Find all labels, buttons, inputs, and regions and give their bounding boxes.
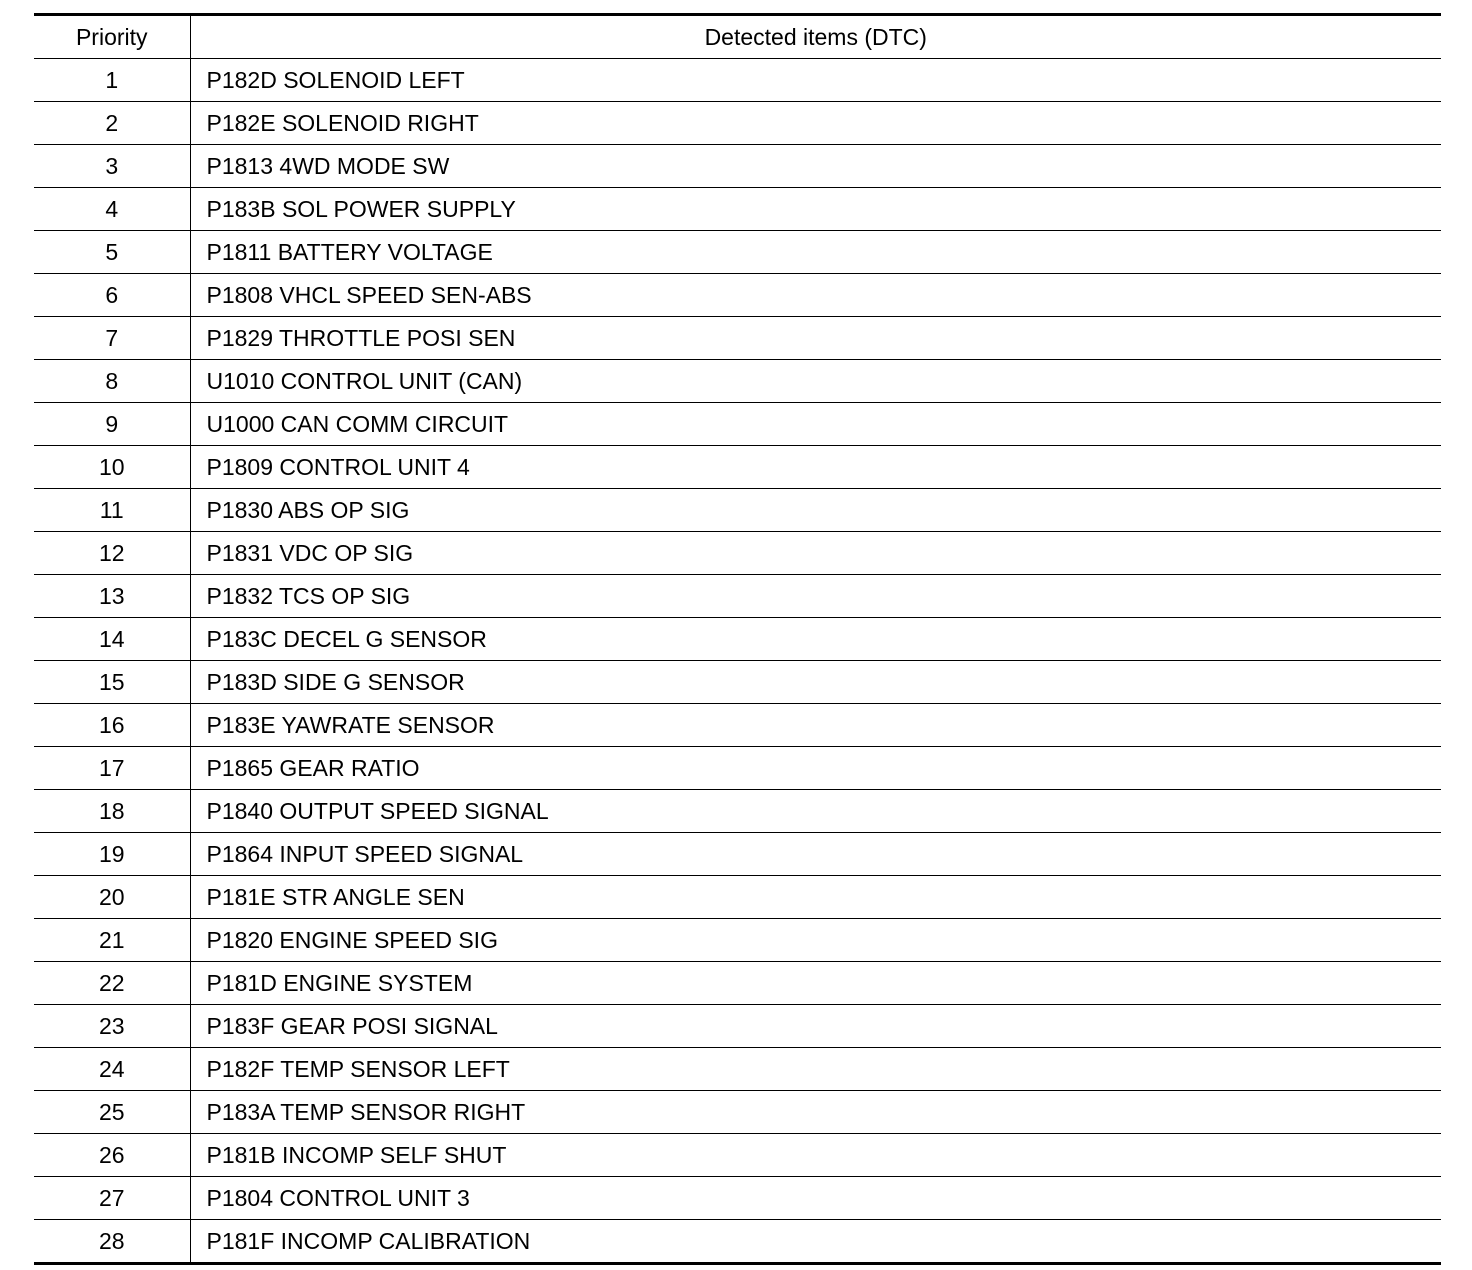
table-row — [34, 747, 1441, 790]
priority-cell: 8 — [34, 360, 190, 403]
detected-items-column-header: Detected items (DTC) — [190, 15, 1441, 59]
table-header — [34, 15, 1441, 59]
table-row — [34, 403, 1441, 446]
priority-cell: 4 — [34, 188, 190, 231]
priority-cell: 2 — [34, 102, 190, 145]
table-row — [34, 489, 1441, 532]
table-row — [34, 618, 1441, 661]
priority-cell: 9 — [34, 403, 190, 446]
table-row — [34, 1177, 1441, 1220]
priority-cell: 7 — [34, 317, 190, 360]
priority-cell: 11 — [34, 489, 190, 532]
table-row — [34, 145, 1441, 188]
dtc-item-cell: P1829 THROTTLE POSI SEN — [190, 317, 1441, 360]
dtc-item-cell: P181B INCOMP SELF SHUT — [190, 1134, 1441, 1177]
priority-column-header: Priority — [34, 15, 190, 59]
dtc-priority-table — [34, 13, 1441, 1265]
table-row — [34, 1091, 1441, 1134]
dtc-item-cell: P1865 GEAR RATIO — [190, 747, 1441, 790]
table-row — [34, 1134, 1441, 1177]
priority-cell: 19 — [34, 833, 190, 876]
priority-cell: 3 — [34, 145, 190, 188]
header-row — [34, 15, 1441, 59]
table-row — [34, 1005, 1441, 1048]
table-row — [34, 532, 1441, 575]
dtc-item-cell: P181D ENGINE SYSTEM — [190, 962, 1441, 1005]
dtc-item-cell: P182D SOLENOID LEFT — [190, 59, 1441, 102]
priority-cell: 10 — [34, 446, 190, 489]
priority-cell: 20 — [34, 876, 190, 919]
dtc-item-cell: P183C DECEL G SENSOR — [190, 618, 1441, 661]
priority-cell: 27 — [34, 1177, 190, 1220]
table-row — [34, 317, 1441, 360]
table-row — [34, 274, 1441, 317]
table-row — [34, 575, 1441, 618]
priority-cell: 5 — [34, 231, 190, 274]
priority-cell: 14 — [34, 618, 190, 661]
dtc-item-cell: P1808 VHCL SPEED SEN-ABS — [190, 274, 1441, 317]
table-row — [34, 59, 1441, 102]
priority-cell: 15 — [34, 661, 190, 704]
table-row — [34, 790, 1441, 833]
dtc-item-cell: P1804 CONTROL UNIT 3 — [190, 1177, 1441, 1220]
dtc-item-cell: P182E SOLENOID RIGHT — [190, 102, 1441, 145]
table-row — [34, 1220, 1441, 1264]
table-body — [34, 59, 1441, 1264]
table-row — [34, 446, 1441, 489]
priority-cell: 12 — [34, 532, 190, 575]
priority-cell: 1 — [34, 59, 190, 102]
dtc-item-cell: P1809 CONTROL UNIT 4 — [190, 446, 1441, 489]
table-row — [34, 231, 1441, 274]
priority-cell: 25 — [34, 1091, 190, 1134]
dtc-item-cell: P1831 VDC OP SIG — [190, 532, 1441, 575]
table-row — [34, 876, 1441, 919]
table-row — [34, 919, 1441, 962]
table-row — [34, 1048, 1441, 1091]
priority-cell: 18 — [34, 790, 190, 833]
priority-cell: 23 — [34, 1005, 190, 1048]
dtc-item-cell: P181E STR ANGLE SEN — [190, 876, 1441, 919]
dtc-item-cell: P1830 ABS OP SIG — [190, 489, 1441, 532]
priority-cell: 17 — [34, 747, 190, 790]
priority-cell: 22 — [34, 962, 190, 1005]
dtc-item-cell: P1811 BATTERY VOLTAGE — [190, 231, 1441, 274]
table-row — [34, 962, 1441, 1005]
priority-cell: 13 — [34, 575, 190, 618]
table-row — [34, 360, 1441, 403]
priority-cell: 24 — [34, 1048, 190, 1091]
priority-cell: 21 — [34, 919, 190, 962]
table-row — [34, 102, 1441, 145]
table-row — [34, 188, 1441, 231]
priority-cell: 16 — [34, 704, 190, 747]
table-row — [34, 833, 1441, 876]
priority-cell: 26 — [34, 1134, 190, 1177]
dtc-item-cell: P183B SOL POWER SUPPLY — [190, 188, 1441, 231]
dtc-item-cell: P1864 INPUT SPEED SIGNAL — [190, 833, 1441, 876]
priority-cell: 6 — [34, 274, 190, 317]
dtc-item-cell: P183A TEMP SENSOR RIGHT — [190, 1091, 1441, 1134]
dtc-item-cell: P181F INCOMP CALIBRATION — [190, 1220, 1441, 1264]
dtc-item-cell: P1840 OUTPUT SPEED SIGNAL — [190, 790, 1441, 833]
priority-cell: 28 — [34, 1220, 190, 1264]
table-row — [34, 704, 1441, 747]
dtc-item-cell: P183F GEAR POSI SIGNAL — [190, 1005, 1441, 1048]
dtc-item-cell: P183D SIDE G SENSOR — [190, 661, 1441, 704]
dtc-item-cell: P1820 ENGINE SPEED SIG — [190, 919, 1441, 962]
dtc-item-cell: P182F TEMP SENSOR LEFT — [190, 1048, 1441, 1091]
dtc-item-cell: U1000 CAN COMM CIRCUIT — [190, 403, 1441, 446]
dtc-item-cell: U1010 CONTROL UNIT (CAN) — [190, 360, 1441, 403]
dtc-item-cell: P1813 4WD MODE SW — [190, 145, 1441, 188]
table-row — [34, 661, 1441, 704]
dtc-item-cell: P1832 TCS OP SIG — [190, 575, 1441, 618]
dtc-item-cell: P183E YAWRATE SENSOR — [190, 704, 1441, 747]
